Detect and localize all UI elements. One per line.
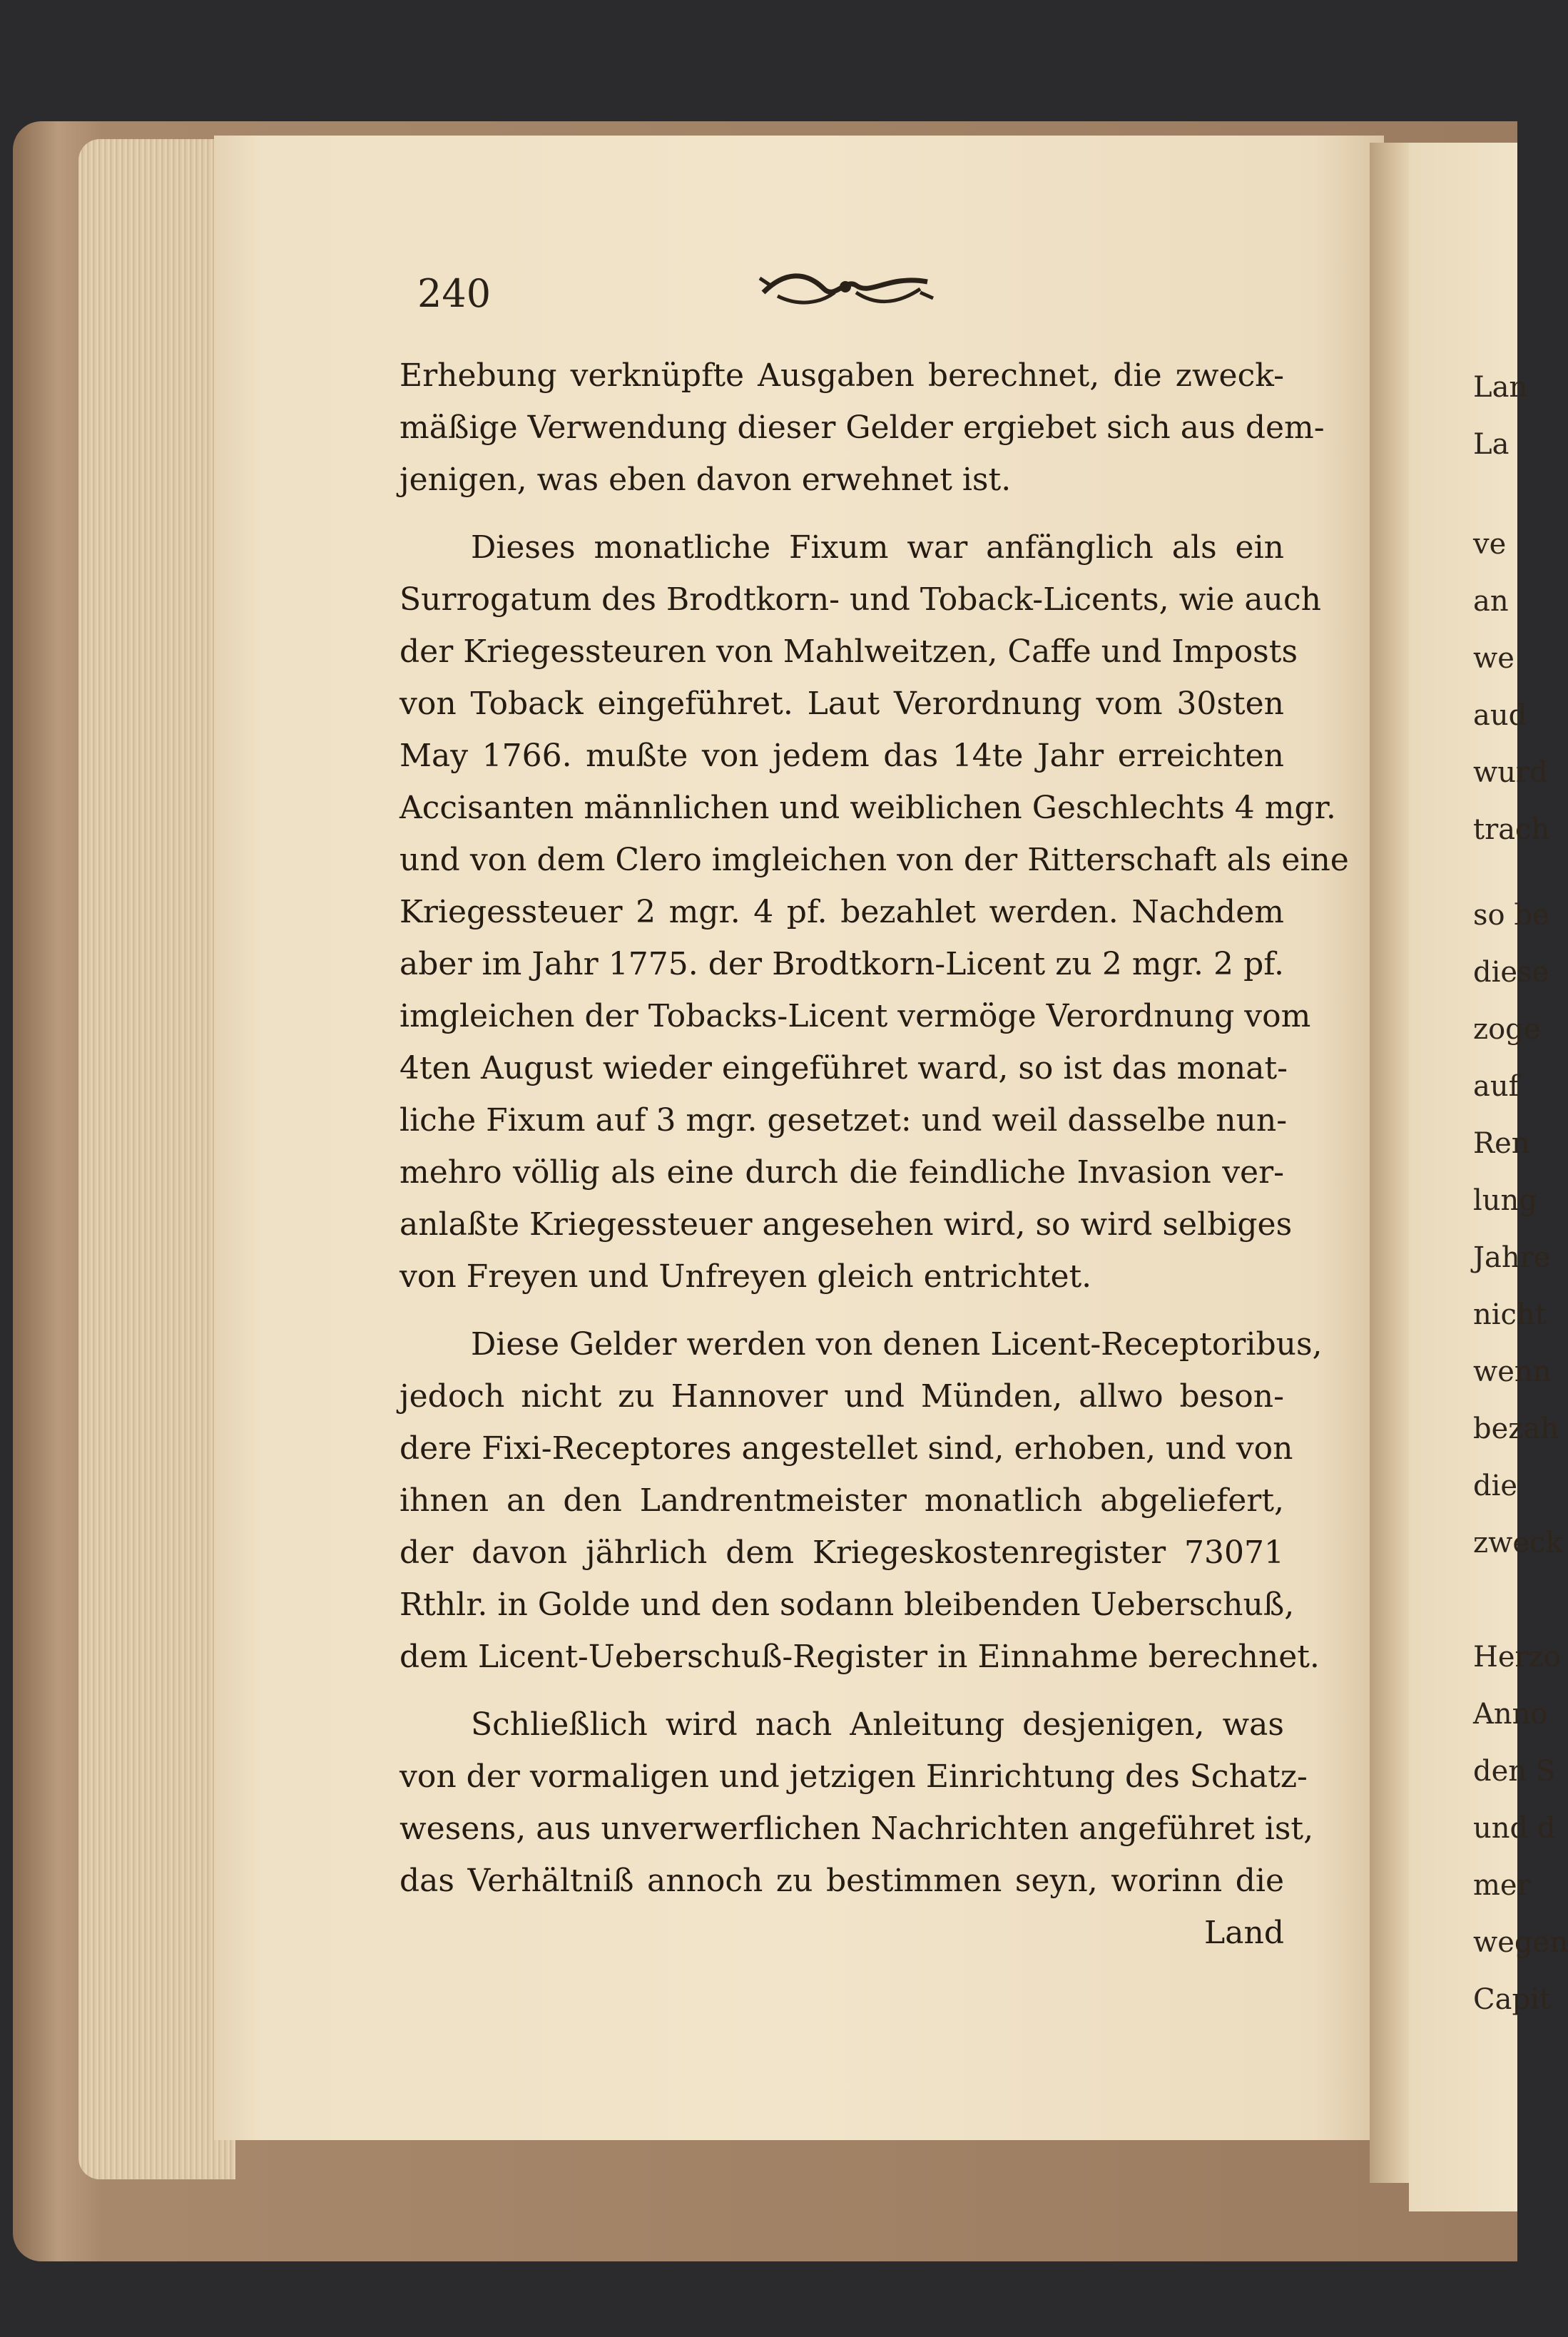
text-line: Accisanten männlichen und weiblichen Geschlechts 4 mgr. <box>399 790 1336 826</box>
facing-page-text: we <box>1473 642 1514 675</box>
text-line: mehro völlig als eine durch die feindliche Invasion ver- <box>399 1154 1284 1191</box>
facing-page-text: den S <box>1473 1755 1556 1788</box>
facing-page-text: Anno <box>1473 1698 1548 1731</box>
paragraph <box>399 1699 1314 1907</box>
facing-page-text: bezah <box>1473 1412 1559 1445</box>
text-line: von der vormaligen und jetzigen Einrichtung des Schatz- <box>399 1758 1308 1795</box>
facing-page-text: an <box>1473 585 1509 618</box>
text-line: anlaßte Kriegessteuer angesehen wird, so wird selbiges <box>399 1206 1293 1243</box>
text-line: mäßige Verwendung dieser Gelder ergiebet sich aus dem- <box>399 409 1325 446</box>
paragraph <box>399 1318 1323 1683</box>
facing-page-text: die <box>1473 1470 1518 1502</box>
facing-page-text: und d <box>1473 1812 1556 1845</box>
paragraph <box>399 350 1325 506</box>
text-line: jedoch nicht zu Hannover und Münden, allwo beson- <box>399 1378 1284 1415</box>
text-line: May 1766. mußte von jedem das 14te Jahr erreichten <box>399 738 1284 774</box>
facing-page-text: Herzo <box>1473 1641 1561 1674</box>
text-line: Schließlich wird nach Anleitung desjenigen, was <box>471 1706 1284 1743</box>
facing-page-text: wenn <box>1473 1355 1552 1388</box>
facing-page-text: wegen <box>1473 1926 1568 1959</box>
facing-page-text: lung <box>1473 1184 1537 1217</box>
text-line: das Verhältniß annoch zu bestimmen seyn, worinn die <box>399 1863 1284 1899</box>
text-line: von Toback eingeführet. Laut Verordnung vom 30sten <box>399 686 1284 722</box>
text-line: wesens, aus unverwerflichen Nachrichten angeführet ist, <box>399 1811 1314 1847</box>
facing-page-text: trach <box>1473 813 1550 846</box>
facing-page-text: mer <box>1473 1869 1531 1902</box>
text-line: von Freyen und Unfreyen gleich entrichtet. <box>399 1258 1092 1295</box>
text-line: ihnen an den Landrentmeister monatlich abgeliefert, <box>399 1482 1284 1519</box>
text-line: und von dem Clero imgleichen von der Ritterschaft als eine <box>399 842 1349 878</box>
facing-page-text: La <box>1473 428 1510 461</box>
facing-page-text: Jahre <box>1473 1241 1551 1274</box>
text-line: der Kriegessteuren von Mahlweitzen, Caffe und Imposts <box>399 633 1298 670</box>
facing-page-text: Ren <box>1473 1127 1530 1160</box>
facing-page-text: aud <box>1473 699 1527 732</box>
text-line: Erhebung verknüpfte Ausgaben berechnet, die zweck- <box>399 357 1284 394</box>
facing-page-text: Lan <box>1473 371 1528 404</box>
facing-page-text: ve <box>1473 528 1507 561</box>
text-line: 4ten August wieder eingeführet ward, so ist das monat- <box>399 1050 1288 1086</box>
paragraph <box>399 521 1349 1303</box>
facing-page-text: diese <box>1473 956 1549 989</box>
facing-page-text: nicht <box>1473 1298 1547 1331</box>
text-line: Dieses monatliche Fixum war anfänglich als ein <box>471 529 1284 566</box>
text-line: dere Fixi-Receptores angestellet sind, erhoben, und von <box>399 1430 1293 1467</box>
page-edges <box>78 139 235 2179</box>
text-line: Surrogatum des Brodtkorn- und Toback-Licents, wie auch <box>399 581 1321 618</box>
text-line: der davon jährlich dem Kriegeskostenregister 73071 <box>399 1534 1284 1571</box>
facing-page-text: zweck <box>1473 1527 1563 1559</box>
text-line: liche Fixum auf 3 mgr. gesetzet: und weil dasselbe nun- <box>399 1102 1288 1139</box>
facing-page-text: wurd <box>1473 756 1548 789</box>
page-number: 240 <box>417 271 492 316</box>
text-line: Kriegessteuer 2 mgr. 4 pf. bezahlet werden. Nachdem <box>399 894 1284 930</box>
text-line: imgleichen der Tobacks-Licent vermöge Verordnung vom <box>399 998 1311 1034</box>
facing-page-fragment <box>1409 143 1568 2211</box>
facing-page-text: so be <box>1473 899 1549 932</box>
ornament-icon <box>756 264 935 314</box>
text-line: Rthlr. in Golde und den sodann bleibenden Ueberschuß, <box>399 1587 1295 1623</box>
catchword: Land <box>1204 1915 1284 1951</box>
body-text <box>399 350 1349 1959</box>
text-line: jenigen, was eben davon erwehnet ist. <box>399 462 1012 498</box>
facing-page-text: Capit <box>1473 1983 1551 2016</box>
facing-page-text: auf <box>1473 1070 1519 1103</box>
facing-page-text: zoge <box>1473 1013 1541 1046</box>
text-line: Diese Gelder werden von denen Licent-Receptoribus, <box>471 1326 1323 1363</box>
text-line: dem Licent-Ueberschuß-Register in Einnahme berechnet. <box>399 1639 1320 1675</box>
text-line: aber im Jahr 1775. der Brodtkorn-Licent zu 2 mgr. 2 pf. <box>399 946 1284 982</box>
